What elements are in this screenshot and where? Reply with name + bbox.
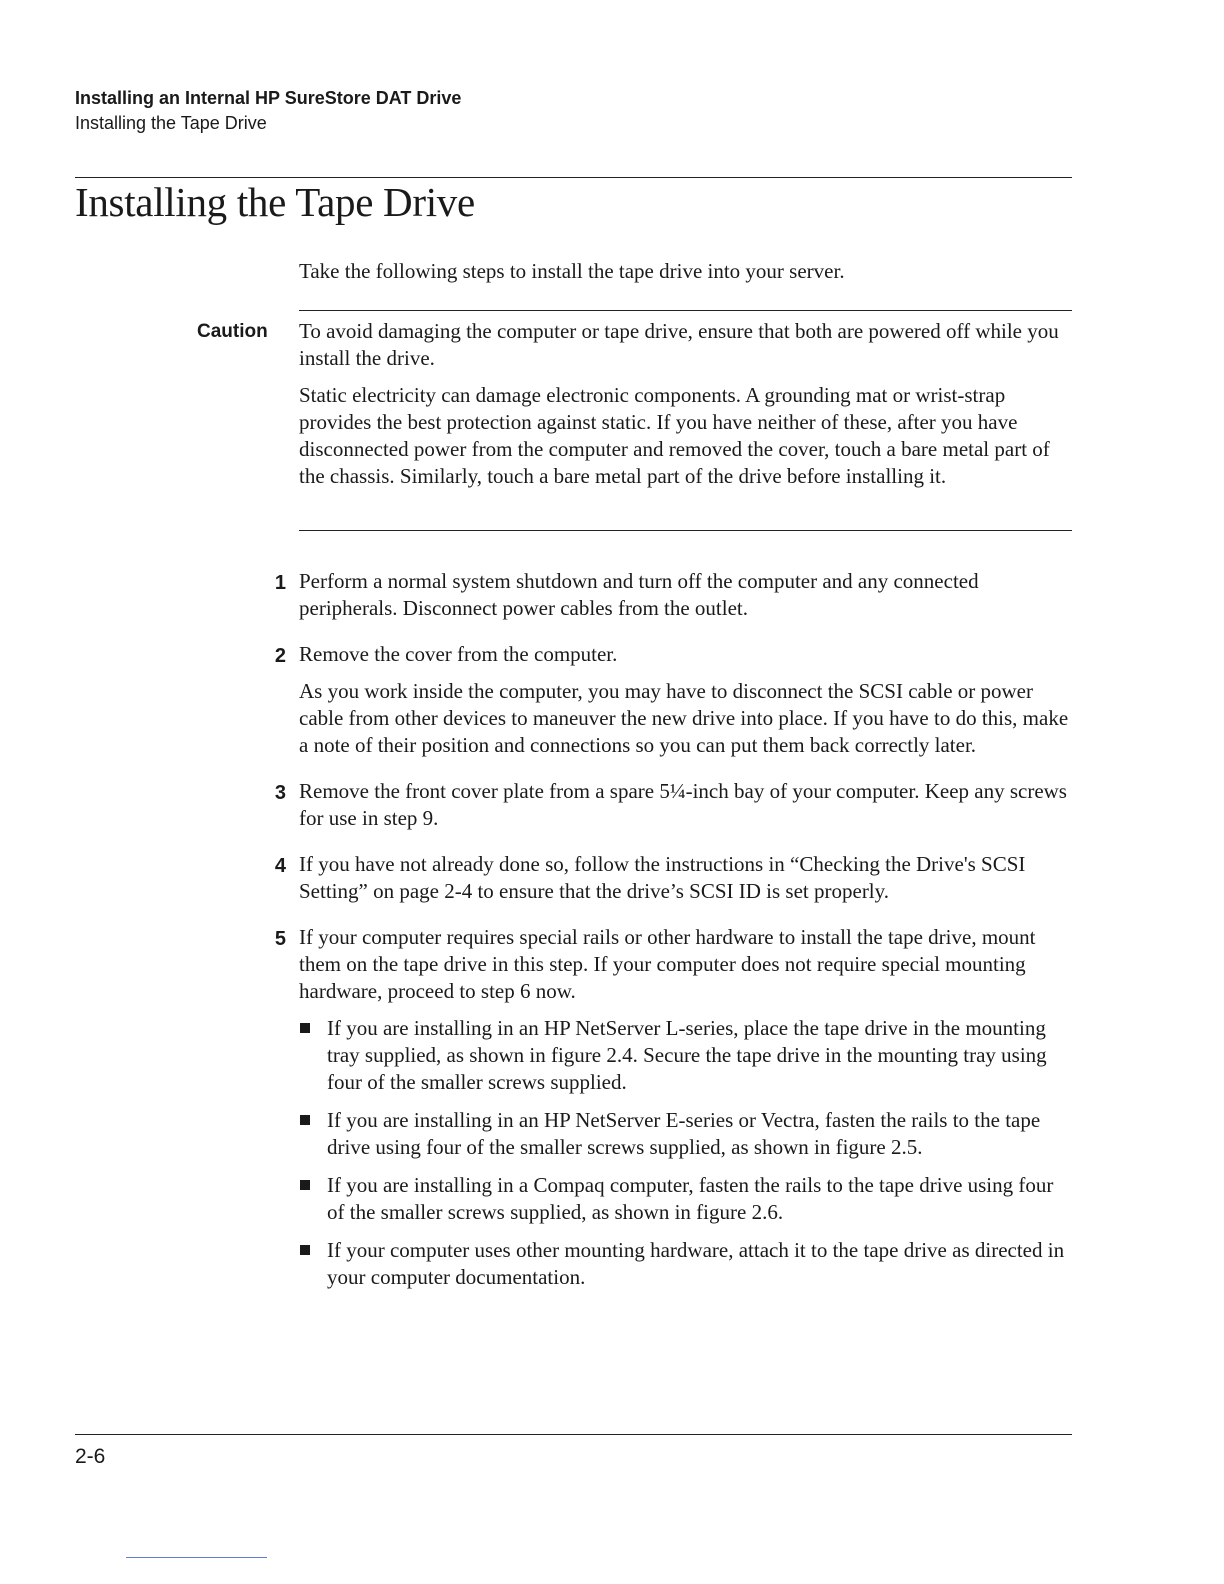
bullet-item xyxy=(299,1015,1074,1096)
step-item xyxy=(0,778,1224,832)
square-bullet-icon xyxy=(300,1115,310,1125)
steps-list xyxy=(0,568,1224,1310)
intro-paragraph: Take the following steps to install the tape drive into your server. xyxy=(299,259,845,283)
bullet-item xyxy=(299,1107,1074,1161)
step-item xyxy=(0,851,1224,905)
step-number: 3 xyxy=(274,782,286,804)
caution-body xyxy=(299,318,1074,500)
step-body xyxy=(299,778,1074,832)
step-paragraph: Remove the cover from the computer. xyxy=(299,642,618,666)
step-item xyxy=(0,924,1224,1291)
bullet-item xyxy=(299,1172,1074,1226)
caution-top-rule xyxy=(299,310,1072,311)
step-body xyxy=(299,851,1074,905)
step-paragraph: Remove the front cover plate from a spare 5¼-inch bay of your computer. Keep any screws for use in step 9. xyxy=(299,779,1067,830)
footer-rule xyxy=(75,1434,1072,1435)
bullet-list xyxy=(299,1015,1074,1291)
square-bullet-icon xyxy=(300,1245,310,1255)
bullet-text: If you are installing in an HP NetServer L-series, place the tape drive in the mounting tray supplied, as shown in figure 2.4. Secure the tape drive in the mounting tray using four of the smaller screws supplied. xyxy=(327,1016,1047,1094)
scan-artifact-line xyxy=(126,1557,267,1558)
bullet-text: If your computer uses other mounting hardware, attach it to the tape drive as directed in your computer documentation. xyxy=(327,1238,1065,1289)
square-bullet-icon xyxy=(300,1023,310,1033)
step-body xyxy=(299,568,1074,622)
page-title: Installing the Tape Drive xyxy=(75,179,475,225)
step-paragraph: If your computer requires special rails or other hardware to install the tape drive, mount them on the tape drive in this step. If your computer does not require special mounting hardware, proceed to step 6 now. xyxy=(299,925,1036,1003)
bullet-text: If you are installing in an HP NetServer E-series or Vectra, fasten the rails to the tape drive using four of the smaller screws supplied, as shown in figure 2.5. xyxy=(327,1108,1041,1159)
step-body xyxy=(299,641,1074,759)
step-paragraph: As you work inside the computer, you may have to disconnect the SCSI cable or power cable from other devices to maneuver the new drive into place. If you have to do this, make a note of their position and connections so you can put them back correctly later. xyxy=(299,679,1069,757)
bullet-text: If you are installing in a Compaq computer, fasten the rails to the tape drive using four of the smaller screws supplied, as shown in figure 2.6. xyxy=(327,1173,1054,1224)
step-item xyxy=(0,641,1224,759)
bullet-item xyxy=(299,1237,1074,1291)
step-paragraph: If you have not already done so, follow the instructions in “Checking the Drive's SCSI Setting” on page 2-4 to ensure that the drive’s SCSI ID is set properly. xyxy=(299,852,1026,903)
step-number: 2 xyxy=(274,645,286,667)
step-number: 4 xyxy=(274,855,286,877)
step-number: 5 xyxy=(274,928,286,950)
step-body xyxy=(299,924,1074,1291)
step-paragraph: Perform a normal system shutdown and turn off the computer and any connected peripherals. Disconnect power cables from the outlet. xyxy=(299,569,979,620)
section-title: Installing the Tape Drive xyxy=(75,113,267,133)
caution-bottom-rule xyxy=(299,530,1072,531)
step-item xyxy=(0,568,1224,622)
caution-paragraph: Static electricity can damage electronic components. A grounding mat or wrist-strap provides the best protection against static. If you have neither of these, after you have disconnected power from the computer and removed the cover, touch a bare metal part of the chassis. Similarly, touch a bare metal part of the drive before installing it. xyxy=(299,383,1050,488)
caution-label: Caution xyxy=(197,321,268,342)
caution-paragraph: To avoid damaging the computer or tape drive, ensure that both are powered off while you install the drive. xyxy=(299,319,1059,370)
step-number: 1 xyxy=(274,572,286,594)
page-number: 2-6 xyxy=(75,1445,106,1468)
running-header xyxy=(75,86,461,136)
chapter-title: Installing an Internal HP SureStore DAT Drive xyxy=(75,88,462,108)
square-bullet-icon xyxy=(300,1180,310,1190)
